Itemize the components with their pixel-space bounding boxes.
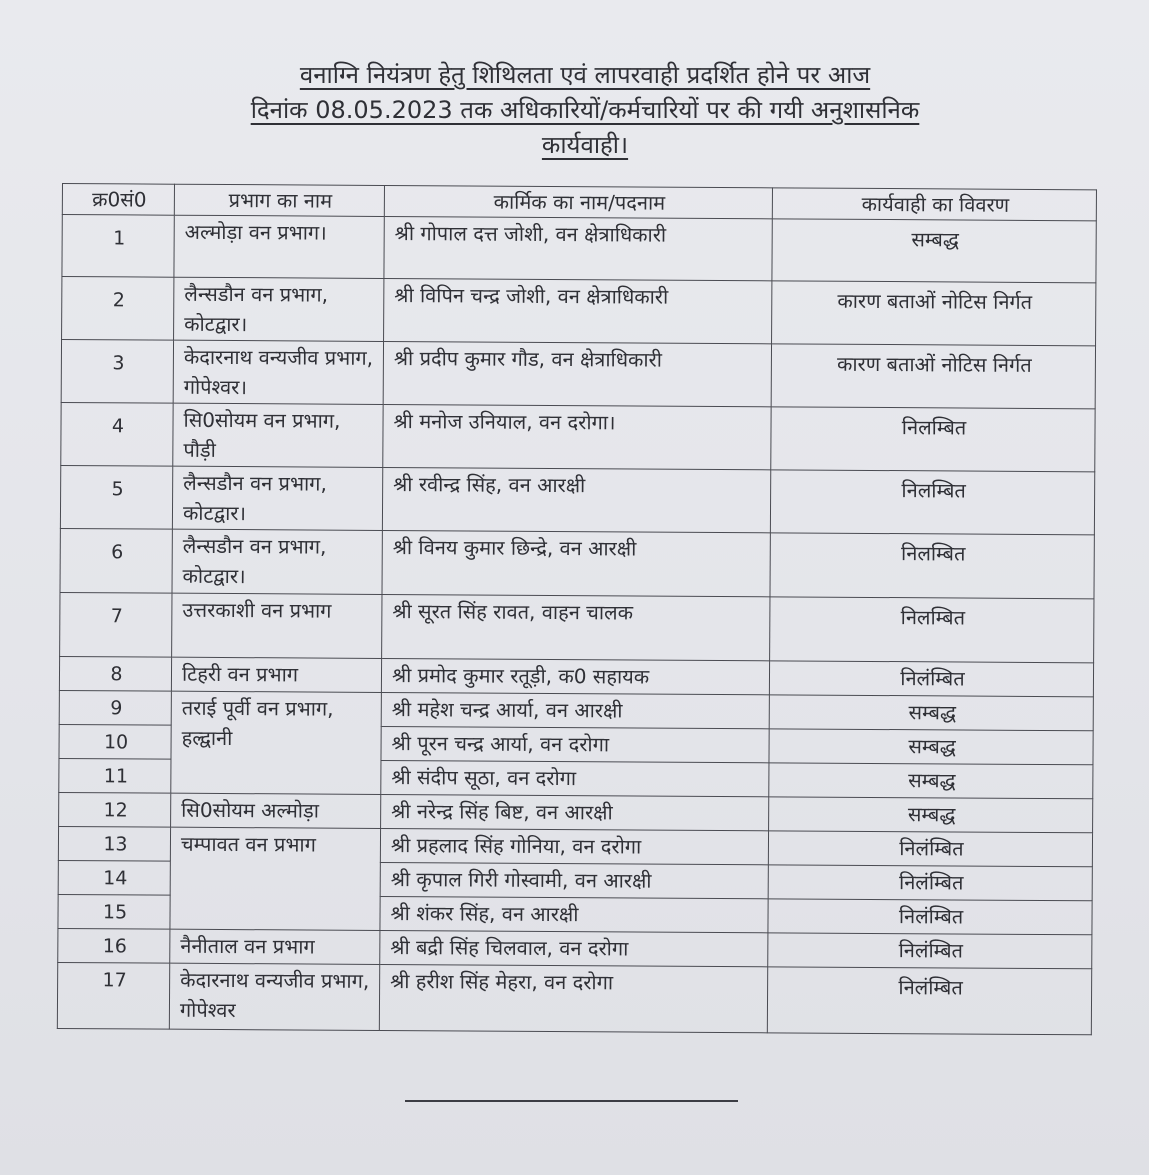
- cell-action: सम्बद्ध: [769, 797, 1093, 833]
- cell-division: उत्तरकाशी वन प्रभाग: [172, 593, 382, 658]
- cell-personnel: श्री प्रहलाद सिंह गोनिया, वन दरोगा: [380, 828, 768, 864]
- cell-sn: 17: [57, 962, 169, 1029]
- cell-personnel: श्री मनोज उनियाल, वन दरोगा।: [383, 404, 771, 469]
- table-row: [60, 528, 1094, 598]
- table-row: [57, 962, 1091, 1034]
- cell-sn: 8: [59, 656, 171, 691]
- cell-personnel: श्री कृपाल गिरी गोस्वामी, वन आरक्षी: [380, 862, 768, 898]
- cell-division: टिहरी वन प्रभाग: [171, 657, 381, 692]
- cell-action: निलंम्बित: [768, 933, 1092, 969]
- cell-personnel: श्री विनय कुमार छिन्द्रे, वन आरक्षी: [382, 530, 770, 596]
- cell-personnel: श्री सूरत सिंह रावत, वाहन चालक: [382, 594, 770, 660]
- cell-division: तराई पूर्वी वन प्रभाग, हल्द्वानी: [171, 691, 382, 794]
- cell-personnel: श्री गोपाल दत्त जोशी, वन क्षेत्राधिकारी: [384, 216, 772, 280]
- cell-personnel: श्री हरीश सिंह मेहरा, वन दरोगा: [379, 964, 767, 1032]
- cell-division: केदारनाथ वन्यजीव प्रभाग, गोपेश्वर: [169, 963, 379, 1030]
- cell-division: लैन्सडौन वन प्रभाग, कोटद्वार।: [172, 466, 382, 530]
- cell-action: सम्बद्ध: [769, 695, 1093, 731]
- cell-sn: 6: [60, 528, 172, 593]
- heading-line-2: दिनांक 08.05.2023 तक अधिकारियों/कर्मचारियों पर की गयी अनुशासनिक: [250, 96, 920, 124]
- cell-action: सम्बद्ध: [772, 219, 1096, 283]
- cell-division: सि0सोयम वन प्रभाग, पौड़ी: [173, 403, 383, 467]
- end-of-document-rule: [405, 1100, 738, 1102]
- cell-action: निलंम्बित: [767, 967, 1091, 1035]
- cell-division: लैन्सडौन वन प्रभाग, कोटद्वार।: [174, 277, 384, 341]
- cell-sn: 13: [58, 826, 170, 861]
- table-row: [61, 340, 1095, 409]
- header-division: प्रभाग का नाम: [174, 184, 384, 216]
- cell-personnel: श्री संदीप सूठा, वन दरोगा: [381, 760, 769, 796]
- table-row: [59, 690, 1093, 730]
- cell-sn: 15: [58, 894, 170, 929]
- disciplinary-action-table: [57, 183, 1096, 1035]
- cell-action: कारण बताओं नोटिस निर्गत: [772, 281, 1096, 346]
- cell-personnel: श्री विपिन चन्द्र जोशी, वन क्षेत्राधिकारी: [384, 278, 772, 343]
- cell-action: निलम्बित: [771, 407, 1095, 472]
- cell-division: चम्पावत वन प्रभाग: [170, 827, 381, 930]
- cell-action: निलम्बित: [770, 597, 1094, 663]
- table-row: [60, 465, 1094, 534]
- cell-personnel: श्री महेश चन्द्र आर्या, वन आरक्षी: [381, 692, 769, 728]
- cell-action: कारण बताओं नोटिस निर्गत: [771, 344, 1095, 409]
- cell-action: निलंम्बित: [769, 661, 1093, 697]
- cell-action: निलंम्बित: [768, 899, 1092, 935]
- cell-sn: 16: [58, 928, 170, 963]
- cell-action: सम्बद्ध: [769, 729, 1093, 765]
- header-personnel: कार्मिक का नाम/पदनाम: [384, 185, 772, 218]
- cell-sn: 4: [61, 402, 173, 466]
- cell-personnel: श्री पूरन चन्द्र आर्या, वन दरोगा: [381, 726, 769, 762]
- cell-action: निलंम्बित: [768, 831, 1092, 867]
- cell-sn: 14: [58, 860, 170, 895]
- cell-sn: 1: [62, 215, 174, 278]
- cell-personnel: श्री शंकर सिंह, वन आरक्षी: [380, 896, 768, 932]
- cell-sn: 9: [59, 690, 171, 725]
- header-serial-number: क्र0सं0: [62, 184, 174, 216]
- document-heading: [120, 58, 1050, 163]
- cell-division: लैन्सडौन वन प्रभाग, कोटद्वार।: [172, 529, 382, 594]
- heading-line-3: कार्यवाही।: [541, 131, 629, 159]
- cell-sn: 2: [62, 277, 174, 341]
- cell-personnel: श्री बद्री सिंह चिलवाल, वन दरोगा: [380, 930, 768, 966]
- cell-division: सि0सोयम अल्मोड़ा: [171, 793, 381, 828]
- cell-action: निलम्बित: [770, 533, 1094, 599]
- cell-sn: 11: [59, 758, 171, 793]
- table-row: [61, 402, 1095, 471]
- cell-personnel: श्री प्रमोद कुमार रतूड़ी, क0 सहायक: [381, 658, 769, 694]
- cell-sn: 10: [59, 724, 171, 759]
- cell-division: केदारनाथ वन्यजीव प्रभाग, गोपेश्वर।: [173, 340, 383, 404]
- cell-division: अल्मोड़ा वन प्रभाग।: [174, 215, 384, 278]
- cell-sn: 3: [61, 340, 173, 404]
- cell-action: सम्बद्ध: [769, 763, 1093, 799]
- table-row: [58, 826, 1092, 866]
- cell-personnel: श्री रवीन्द्र सिंह, वन आरक्षी: [382, 467, 770, 532]
- cell-personnel: श्री नरेन्द्र सिंह बिष्ट, वन आरक्षी: [381, 794, 769, 830]
- cell-sn: 7: [60, 592, 172, 657]
- cell-sn: 5: [60, 465, 172, 529]
- cell-action: निलम्बित: [770, 470, 1094, 535]
- cell-division: नैनीताल वन प्रभाग: [170, 929, 380, 964]
- header-action: कार्यवाही का विवरण: [772, 188, 1096, 221]
- cell-personnel: श्री प्रदीप कुमार गौड, वन क्षेत्राधिकारी: [383, 341, 771, 406]
- table-row: [62, 215, 1096, 283]
- cell-action: निलंम्बित: [768, 865, 1092, 901]
- table-row: [60, 592, 1094, 662]
- table-row: [62, 277, 1096, 346]
- cell-sn: 12: [59, 792, 171, 827]
- heading-line-1: वनाग्नि नियंत्रण हेतु शिथिलता एवं लापरवाही प्रदर्शित होने पर आज: [299, 61, 871, 89]
